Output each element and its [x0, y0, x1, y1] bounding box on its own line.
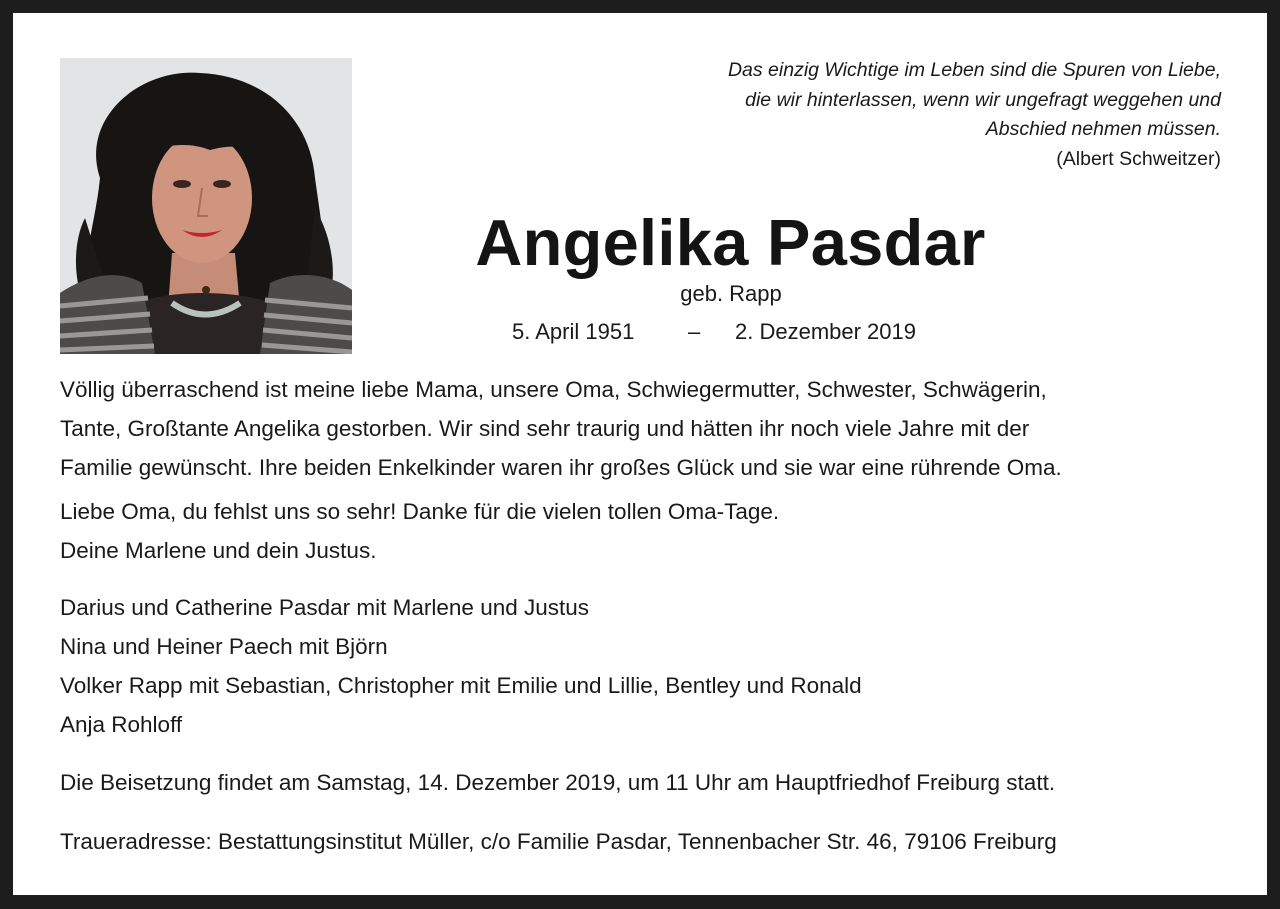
mourner-entry: Volker Rapp mit Sebastian, Christopher mit Emilie und Lillie, Bentley und Ronald	[60, 673, 862, 698]
announcement-text	[60, 370, 1230, 487]
birth-date: 5. April 1951	[512, 319, 635, 344]
life-dates	[453, 317, 1013, 347]
birth-name: geb. Rapp	[680, 281, 782, 306]
mourner-entry: Anja Rohloff	[60, 712, 183, 737]
obituary-card	[13, 13, 1267, 895]
mourning-address: Traueradresse: Bestattungsinstitut Müller, c/o Familie Pasdar, Tennenbacher Str. 46, 79106 Freiburg	[60, 829, 1057, 854]
quote-line: die wir hinterlassen, wenn wir ungefragt weggehen und	[745, 88, 1221, 111]
announcement-line: Tante, Großtante Angelika gestorben. Wir sind sehr traurig und hätten ihr noch viele Jahre mit der	[60, 416, 1030, 441]
message-line: Deine Marlene und dein Justus.	[60, 538, 377, 563]
quote-line: Abschied nehmen müssen.	[985, 118, 1221, 140]
quote-line: Das einzig Wichtige im Leben sind die Spuren von Liebe,	[727, 59, 1221, 81]
announcement-line: Familie gewünscht. Ihre beiden Enkelkinder waren ihr großes Glück und sie war eine rührende Oma.	[60, 455, 1062, 480]
mourners-list	[60, 588, 1230, 744]
death-date: 2. Dezember 2019	[735, 319, 916, 344]
mourner-entry: Nina und Heiner Paech mit Björn	[60, 634, 388, 659]
mourner-entry: Darius und Catherine Pasdar mit Marlene und Justus	[60, 595, 590, 620]
funeral-notice: Die Beisetzung findet am Samstag, 14. Dezember 2019, um 11 Uhr am Hauptfriedhof Freiburg statt.	[60, 770, 1056, 795]
date-separator: –	[688, 319, 701, 344]
quote-block	[621, 56, 1221, 174]
announcement-line: Völlig überraschend ist meine liebe Mama, unsere Oma, Schwiegermutter, Schwester, Schwägerin,	[60, 377, 1047, 402]
portrait-photo	[60, 58, 352, 354]
quote-author: (Albert Schweitzer)	[1056, 147, 1221, 170]
grandchildren-message	[60, 492, 1230, 570]
deceased-name: Angelika Pasdar	[475, 206, 986, 279]
message-line: Liebe Oma, du fehlst uns so sehr! Danke für die vielen tollen Oma-Tage.	[60, 499, 780, 524]
